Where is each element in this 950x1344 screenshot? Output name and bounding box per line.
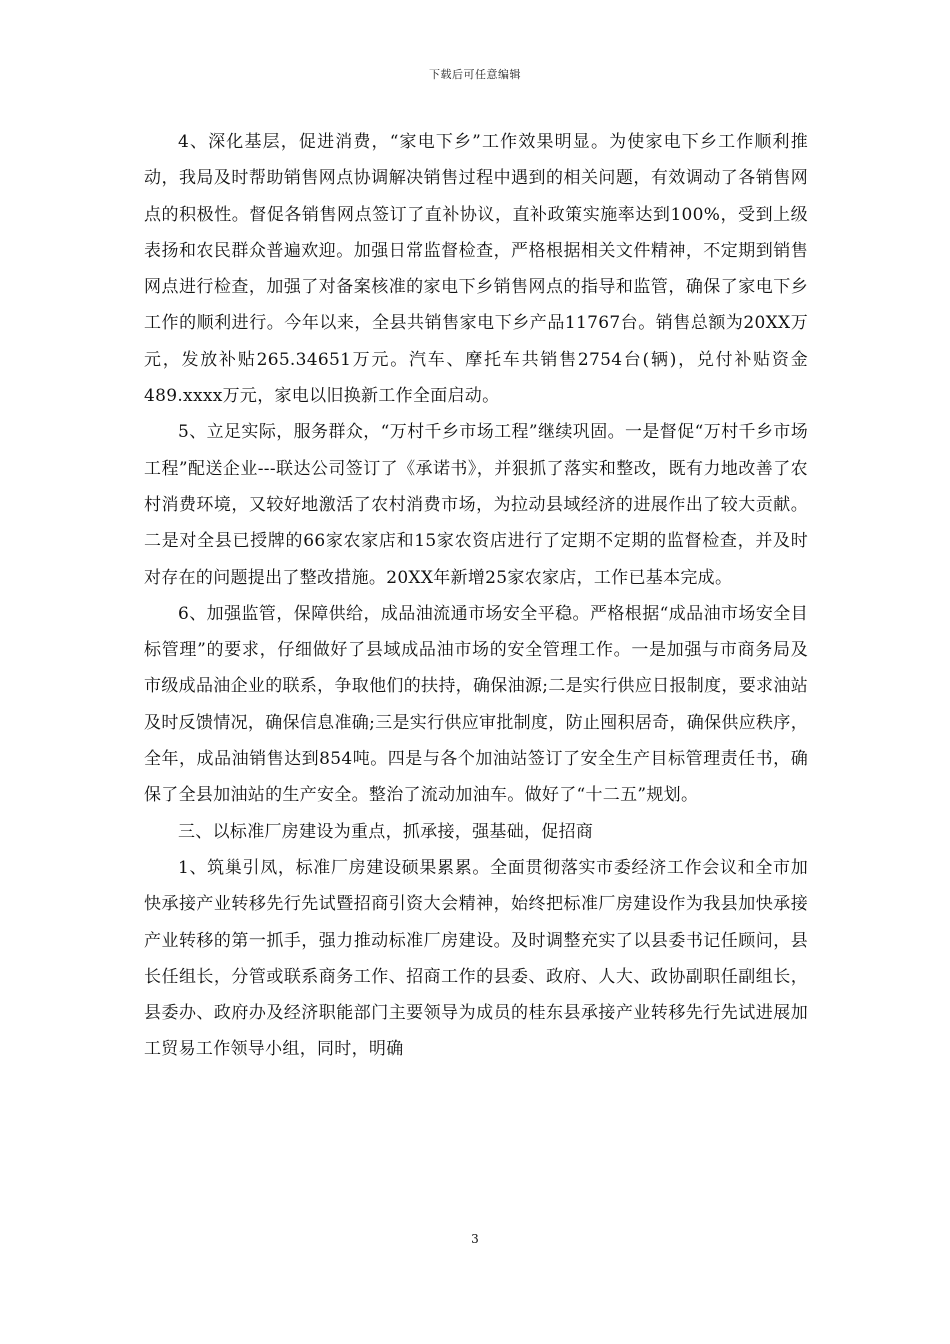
page-header: 下载后可任意编辑 bbox=[429, 68, 521, 81]
paragraph-rural-market: 5、立足实际，服务群众，“万村千乡市场工程”继续巩固。一是督促“万村千乡市场工程”配送企业---联达公司签订了《承诺书》，并狠抓了落实和整改，既有力地改善了农村消费环境，又较好地激活了农村消费市场，为拉动县域经济的进展作出了较大贡献。二是对全县已授牌的66家农家店和15家农资店进行了定期不定期的监督检查，并及时对存在的问题提出了整改措施。20XX年新增25家农家店，工作已基本完成。 bbox=[144, 422, 808, 588]
section-heading-standard-factory: 三、以标准厂房建设为重点，抓承接，强基础，促招商 bbox=[178, 821, 594, 842]
paragraph-factory-construction: 1、筑巢引凤，标准厂房建设硕果累累。全面贯彻落实市委经济工作会议和全市加快承接产业转移先行先试暨招商引资大会精神，始终把标准厂房建设作为我县加快承接产业转移的第一抓手，强力推动标准厂房建设。及时调整充实了以县委书记任顾问，县长任组长，分管或联系商务工作、招商工作的县委、政府、人大、政协副职任副组长，县委办、政府办及经济职能部门主要领导为成员的桂东县承接产业转移先行先试进展加工贸易工作领导小组，同时，明确 bbox=[144, 857, 808, 1060]
page-number: 3 bbox=[471, 1232, 479, 1246]
paragraph-home-appliances: 4、深化基层，促进消费，“家电下乡”工作效果明显。为使家电下乡工作顺利推动，我局及时帮助销售网点协调解决销售过程中遇到的相关问题，有效调动了各销售网点的积极性。督促各销售网点签订了直补协议，直补政策实施率达到100%，受到上级表扬和农民群众普遍欢迎。加强日常监督检查，严格根据相关文件精神，不定期到销售网点进行检查，加强了对备案核准的家电下乡销售网点的指导和监管，确保了家电下乡工作的顺利进行。今年以来，全县共销售家电下乡产品11767台。销售总额为20XX万元，发放补贴265.34651万元。汽车、摩托车共销售2754台(辆)，兑付补贴资金489.xxxx万元，家电以旧换新工作全面启动。 bbox=[144, 132, 808, 407]
paragraph-oil-market: 6、加强监管，保障供给，成品油流通市场安全平稳。严格根据“成品油市场安全目标管理”的要求，仔细做好了县域成品油市场的安全管理工作。一是加强与市商务局及市级成品油企业的联系，争取他们的扶持，确保油源;二是实行供应日报制度，要求油站及时反馈情况，确保信息准确;三是实行供应审批制度，防止囤积居奇，确保供应秩序，全年，成品油销售达到854吨。四是与各个加油站签订了安全生产目标管理责任书，确保了全县加油站的生产安全。整治了流动加油车。做好了“十二五”规划。 bbox=[144, 603, 808, 806]
document-body bbox=[144, 124, 808, 1068]
